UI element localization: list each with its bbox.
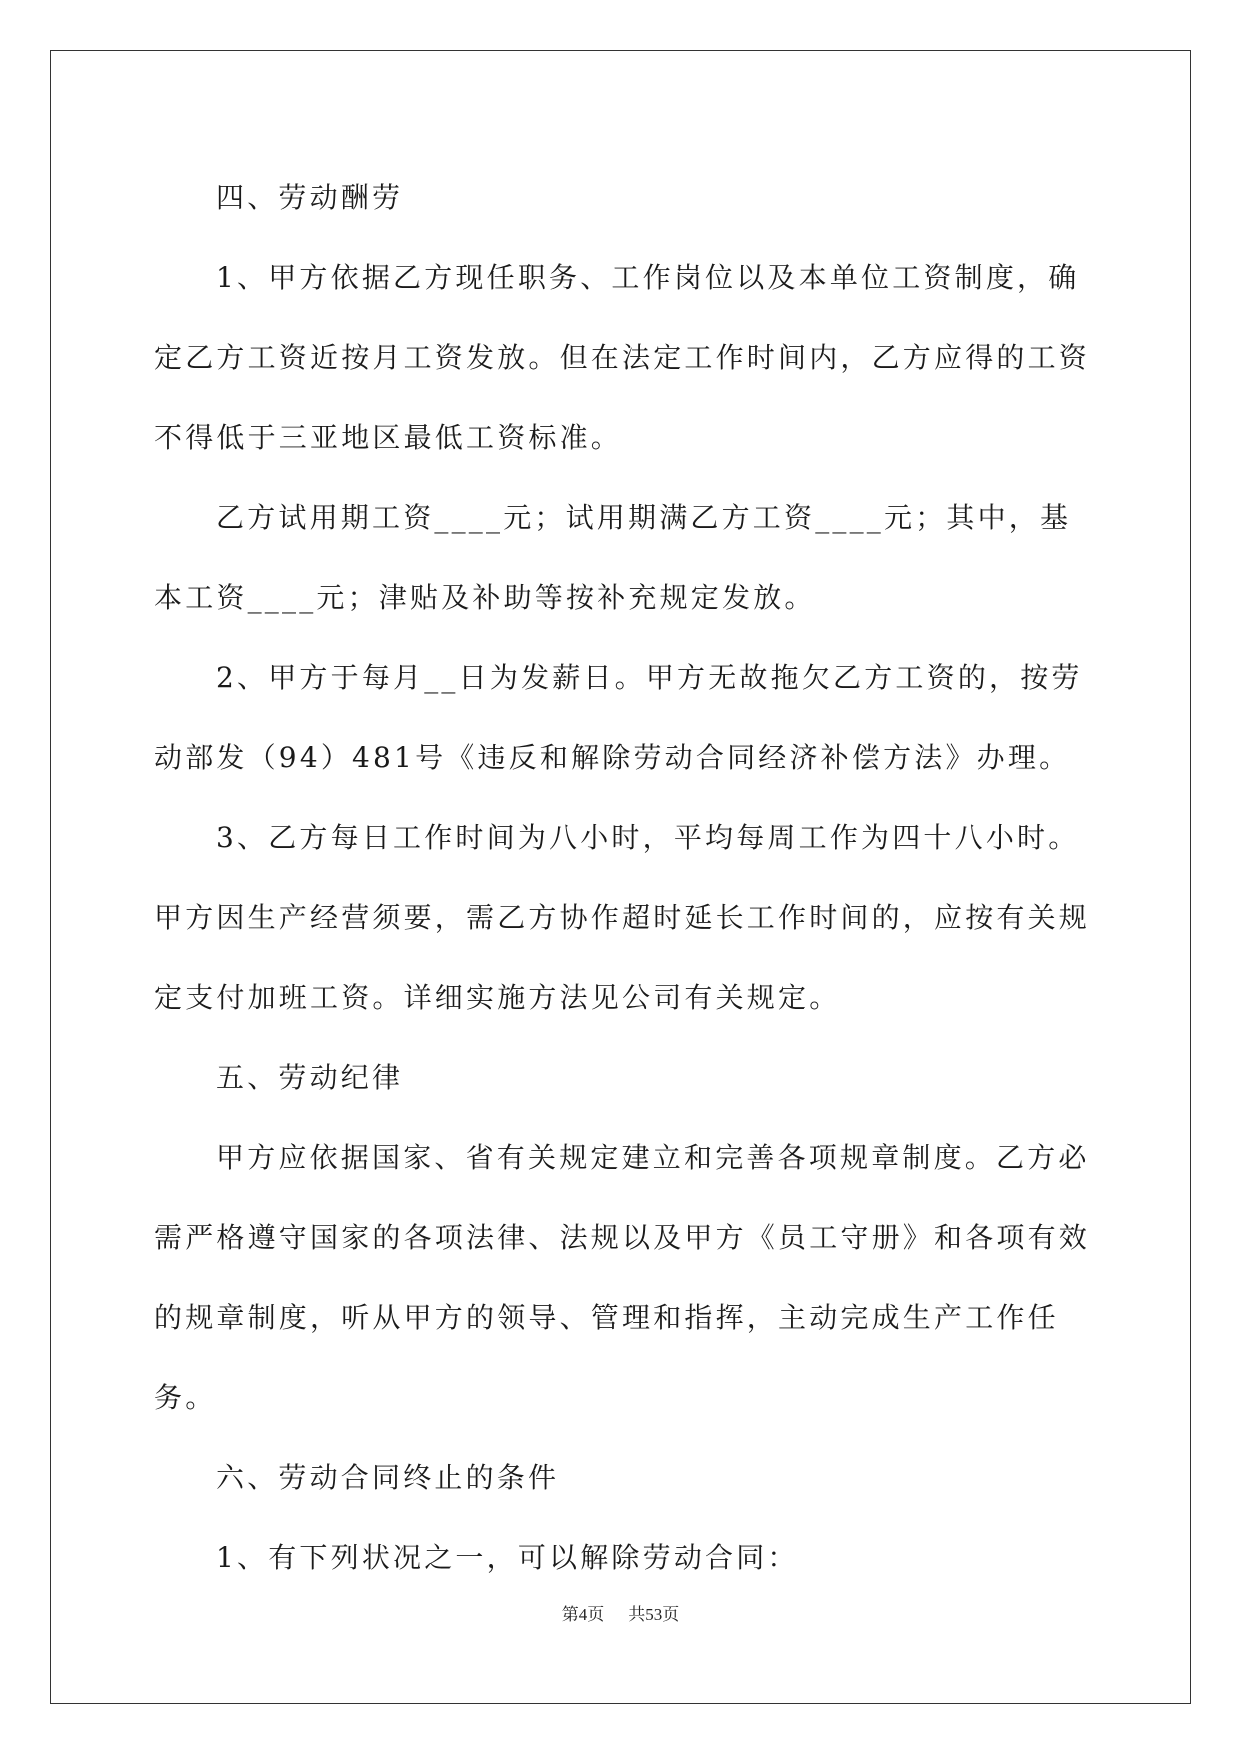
paragraph-wage-basis: 1、甲方依据乙方现任职务、工作岗位以及本单位工资制度，确定乙方工资近按月工资发放。但在法定工作时间内，乙方应得的工资不得低于三亚地区最低工资标准。 (154, 261, 1091, 454)
paragraph-working-hours: 3、乙方每日工作时间为八小时，平均每周工作为四十八小时。甲方因生产经营须要，需乙方协作超时延长工作时间的，应按有关规定支付加班工资。详细实施方法见公司有关规定。 (154, 821, 1091, 1014)
current-page-number: 第4页 (561, 1605, 605, 1624)
total-page-count: 共53页 (628, 1605, 680, 1624)
paragraph-wage-amounts: 乙方试用期工资____元；试用期满乙方工资____元；其中，基本工资____元；津贴及补助等按补充规定发放。 (154, 501, 1072, 614)
section-heading-6: 六、劳动合同终止的条件 (216, 1461, 560, 1494)
paragraph-discipline: 甲方应依据国家、省有关规定建立和完善各项规章制度。乙方必需严格遵守国家的各项法律、法规以及甲方《员工守册》和各项有效的规章制度，听从甲方的领导、管理和指挥，主动完成生产工作任务。 (154, 1141, 1091, 1414)
paragraph-payday: 2、甲方于每月__日为发薪日。甲方无故拖欠乙方工资的，按劳动部发（94）481号《违反和解除劳动合同经济补偿方法》办理。 (154, 661, 1083, 774)
page-footer (0, 1600, 1241, 1625)
section-heading-5: 五、劳动纪律 (216, 1061, 404, 1094)
section-heading-4: 四、劳动酬劳 (216, 181, 404, 214)
document-body (154, 158, 1092, 1598)
paragraph-termination-conditions: 1、有下列状况之一，可以解除劳动合同： (216, 1541, 799, 1574)
